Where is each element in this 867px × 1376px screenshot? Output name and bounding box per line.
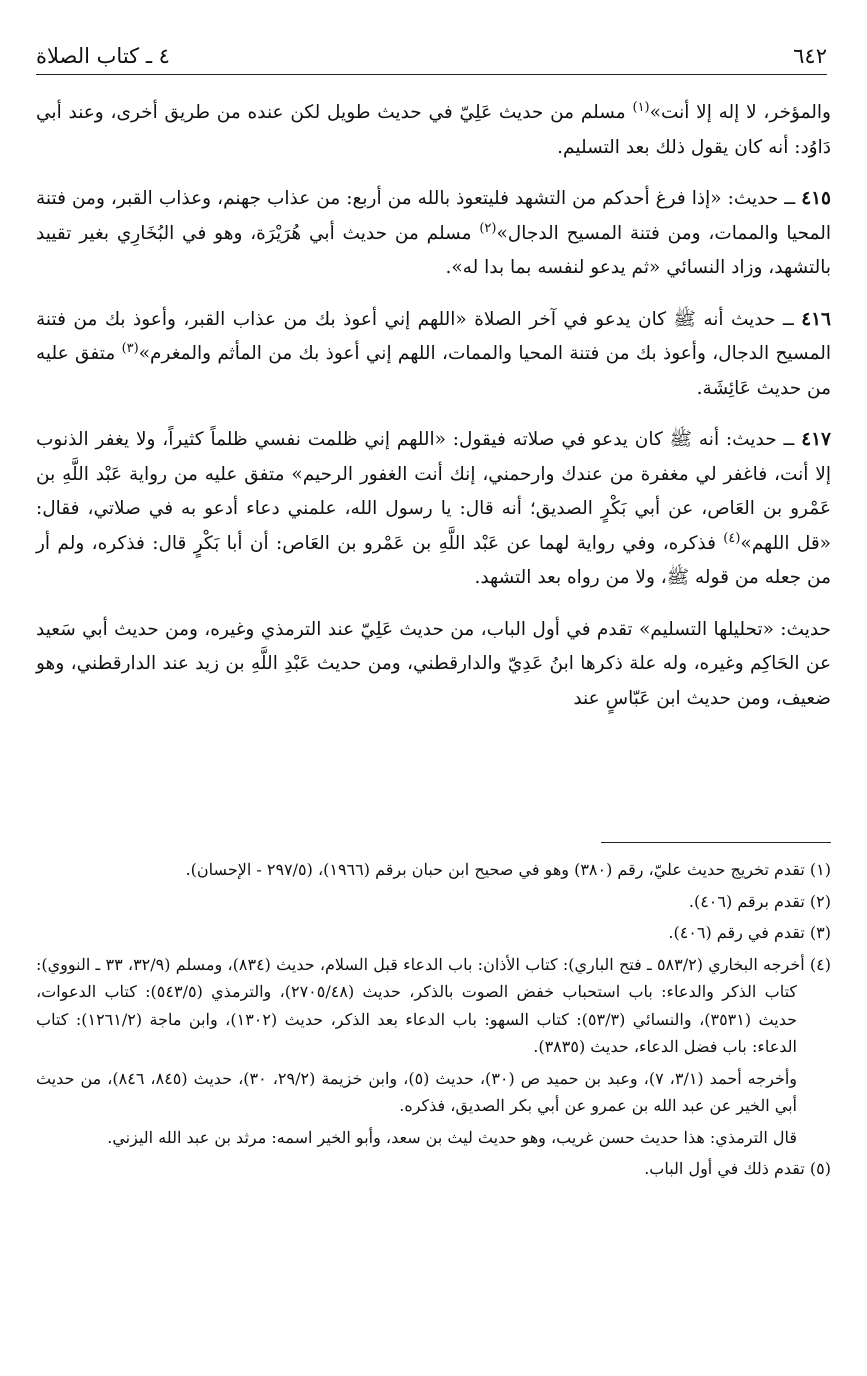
footnote-marker: (٤): [723, 530, 741, 546]
footnote-marker: (١): [632, 99, 650, 115]
text-run: مسلم من حديث عَلِيّ في حديث طويل لكن عنده من طريق أخرى، وعند أبي دَاوُد: أنه كان يقول ذلك بعد التسليم.: [36, 102, 831, 158]
paragraph-entry-417: [36, 423, 831, 596]
footnote-2: (٢) تقدم برقم (٤٠٦).: [688, 891, 831, 911]
footnote-4: (٤) أخرجه البخاري (٥٨٣/٢ ـ فتح الباري): كتاب الأذان: باب الدعاء قبل السلام، حديث (٨٣٤)، ومسلم (٣٢/٩، ٣٣ ـ النووي): كتاب الذكر والدعاء: باب استحباب خفض الصوت بالذكر، حديث (٢٧٠٥/٤٨)، والترمذي (٥٤٣/٥): كتاب الدعوات، حديث (٣٥٣١)، والنسائي (٥٣/٣): كتاب السهو: باب الدعاء بعد الذكر، حديث (١٣٠٢)، وابن ماجة (١٢٦١/٢): كتاب الدعاء: باب فضل الدعاء، حديث (٣٨٣٥).: [36, 954, 832, 1056]
footnote-4-continued: وأخرجه أحمد (٣/١، ٧)، وعبد بن حميد ص (٣٠)، حديث (٥)، وابن خزيمة (٢٩/٢، ٣٠)، حديث (٨٤٥، ٨٤٦)، من حديث أبي الخير عن عبد الله بن عمرو عن أبي بكر الصديق، فذكره.: [36, 1068, 798, 1115]
footnote-divider: [601, 842, 831, 843]
footnote-3: (٣) تقدم في رقم (٤٠٦).: [668, 923, 831, 942]
footnote-4-note: قال الترمذي: هذا حديث حسن غريب، وهو حديث ليث بن سعد، وأبو الخير اسمه: مرثد بن عبد الله اليزني.: [107, 1127, 797, 1147]
text-run: حديث: «تحليلها التسليم» تقدم في أول الباب، من حديث عَلِيّ عند الترمذي وغيره، ومن حديث أبي سَعيد عن الحَاكِم وغيره، وله علة ذكرها ابنُ عَدِيّ والدارقطني، ومن حديث عَبْدِ اللَّهِ بن زيد عند الدارقطني، وهو ضعيف، ومن حديث ابن عَبّاسٍ عند: [36, 618, 831, 709]
text-run: والمؤخر، لا إله إلا أنت»: [649, 102, 831, 123]
text-run: ــ حديث: أنه ﷺ كان يدعو في صلاته فيقول: «اللهم إني ظلمت نفسي ظلماً كثيراً، ولا يغفر الذنوب إلا أنت، فاغفر لي مغفرة من عندك وارحمني، إنك أنت الغفور الرحيم» متفق عليه من رواية عَبْد اللَّهِ بن عَمْرو بن العَاص، عن أبي بَكْرٍ الصديق؛ أنه قال: يا رسول الله، علمني دعاء أدعو به في صلاتي، فقال: «قل اللهم»: [36, 429, 831, 554]
footnote-5: (٥) تقدم ذلك في أول الباب.: [644, 1159, 831, 1178]
footnotes: [36, 856, 831, 1187]
page-number: ٦٤٢: [793, 44, 827, 68]
entry-number: ٤١٥: [801, 188, 831, 209]
text-run: متفق عليه من حديث عَائِشَة.: [36, 343, 831, 399]
footnote-1: (١) تقدم تخريج حديث عليّ، رقم (٣٨٠) وهو في صحيح ابن حبان برقم (١٩٦٦)، (٢٩٧/٥ - الإحسان).: [185, 860, 831, 879]
text-run: فذكره، وفي رواية لهما عن عَبْد اللَّهِ بن عَمْرو بن العَاص: أن أبا بَكْرٍ قال: فذكره، ولم أر من جعله من قوله ﷺ، ولا من رواه بعد التشهد.: [36, 532, 831, 588]
footnote-marker: (٢): [479, 220, 497, 236]
paragraph-entry-416: [36, 303, 831, 407]
running-title: ٤ ـ كتاب الصلاة: [36, 44, 170, 68]
paragraph: [36, 96, 831, 165]
text-run: مسلم من حديث أبي هُرَيْرَة، وهو في البُخَارِي بغير تقييد بالتشهد، وزاد النسائي «ثم يدعو لنفسه بما بدا له».: [36, 222, 831, 278]
footnote-marker: (٣): [121, 340, 139, 356]
text-run: ــ حديث أنه ﷺ كان يدعو في آخر الصلاة «اللهم إني أعوذ بك من عذاب القبر، وأعوذ بك من فتنة المسيح الدجال، وأعوذ بك من فتنة المحيا والممات، اللهم إني أعوذ بك من المأثم والمغرم»: [36, 308, 831, 364]
paragraph-entry-415: [36, 182, 831, 286]
entry-number: ٤١٧: [801, 429, 831, 450]
paragraph: [36, 613, 831, 717]
main-text: [36, 96, 831, 733]
text-run: ــ حديث: «إذا فرغ أحدكم من التشهد فليتعوذ بالله من أربع: من عذاب جهنم، وعذاب القبر، ومن فتنة المحيا والممات، ومن فتنة المسيح الدجال»: [36, 188, 831, 244]
entry-number: ٤١٦: [801, 308, 831, 330]
page-header: [36, 40, 827, 75]
